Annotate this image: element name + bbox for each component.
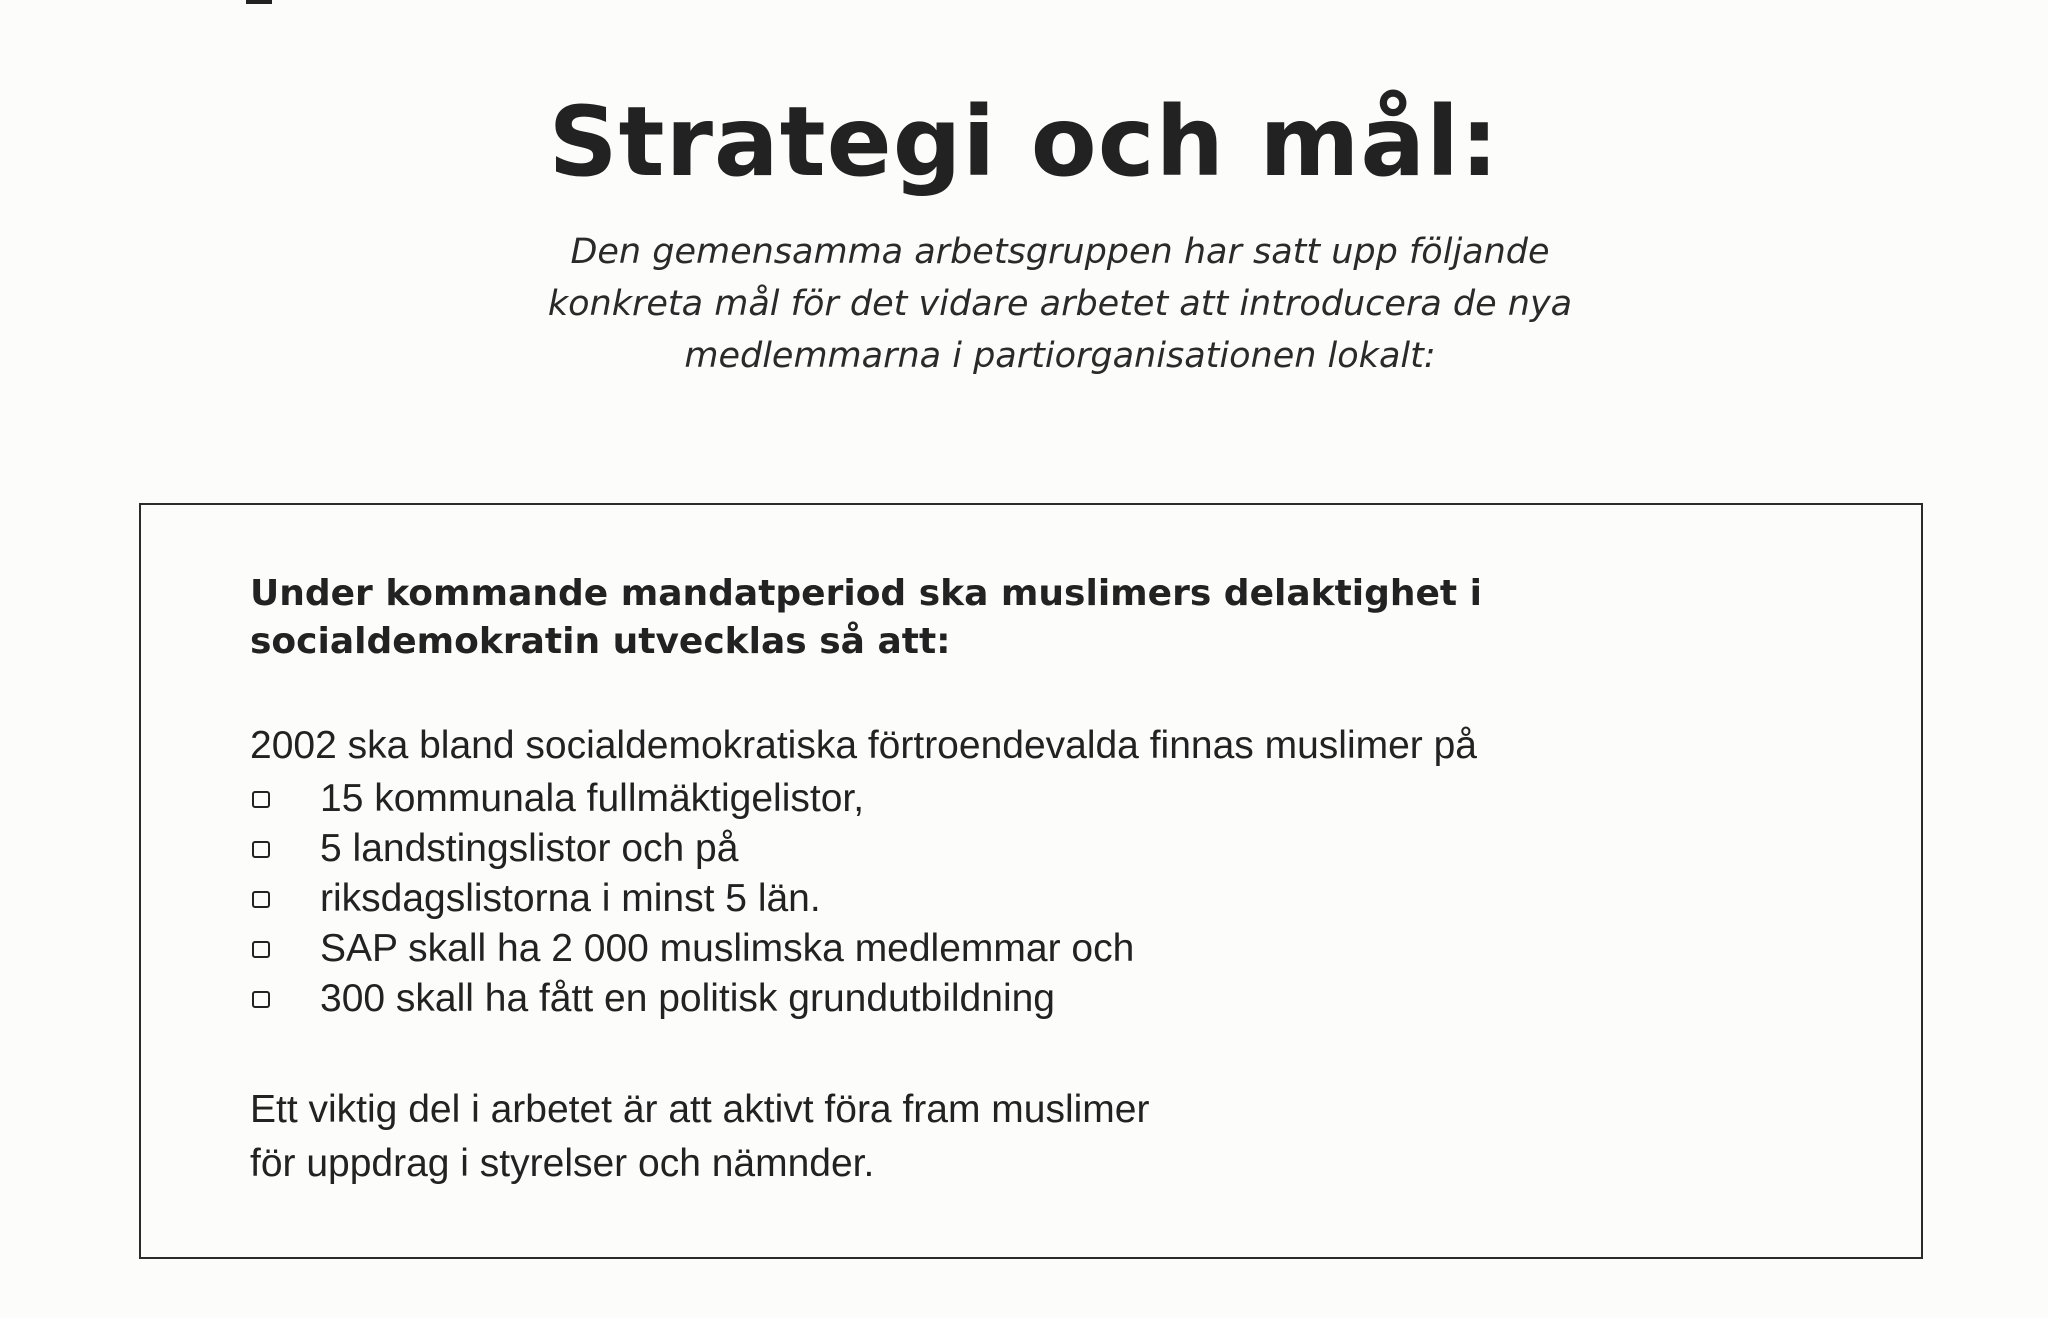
- goal-text: 15 kommunala fullmäktigelistor,: [320, 777, 865, 820]
- intro-paragraph: [0, 226, 2048, 382]
- goals-heading-line: socialdemokratin utvecklas så att:: [250, 621, 951, 662]
- checkbox-square-icon: [252, 841, 270, 858]
- goals-heading-line: Under kommande mandatperiod ska muslimers delaktighet i: [250, 573, 1483, 614]
- checkbox-square-icon: [252, 991, 270, 1008]
- goals-intro-text: 2002 ska bland socialdemokratiska förtroendevalda finnas muslimer på: [250, 724, 1477, 767]
- goal-text: 300 skall ha fått en politisk grundutbildning: [320, 977, 1055, 1020]
- intro-line: Den gemensamma arbetsgruppen har satt upp följande: [570, 232, 1550, 272]
- checkbox-square-icon: [252, 941, 270, 958]
- goal-text: 5 landstingslistor och på: [320, 827, 739, 870]
- goals-box: [139, 503, 1923, 1259]
- checkbox-square-icon: [252, 791, 270, 808]
- scan-artifact-mark: [246, 0, 272, 4]
- goal-item: [250, 774, 1134, 824]
- goal-text: SAP skall ha 2 000 muslimska medlemmar och: [320, 927, 1135, 970]
- goal-item: [250, 874, 1134, 924]
- page-title: Strategi och mål:: [548, 86, 1500, 198]
- closing-line: Ett viktig del i arbetet är att aktivt föra fram muslimer: [250, 1088, 1150, 1131]
- goals-list: [250, 774, 1134, 1024]
- checkbox-square-icon: [252, 891, 270, 908]
- goals-heading: [250, 570, 1482, 666]
- intro-line: konkreta mål för det vidare arbetet att introducera de nya: [547, 284, 1573, 324]
- goal-item: [250, 974, 1134, 1024]
- closing-line: för uppdrag i styrelser och nämnder.: [250, 1142, 875, 1185]
- intro-line: medlemmarna i partiorganisationen lokalt:: [684, 336, 1436, 376]
- goal-item: [250, 824, 1134, 874]
- goal-item: [250, 924, 1134, 974]
- closing-paragraph: [250, 1083, 1149, 1191]
- goal-text: riksdagslistorna i minst 5 län.: [320, 877, 821, 920]
